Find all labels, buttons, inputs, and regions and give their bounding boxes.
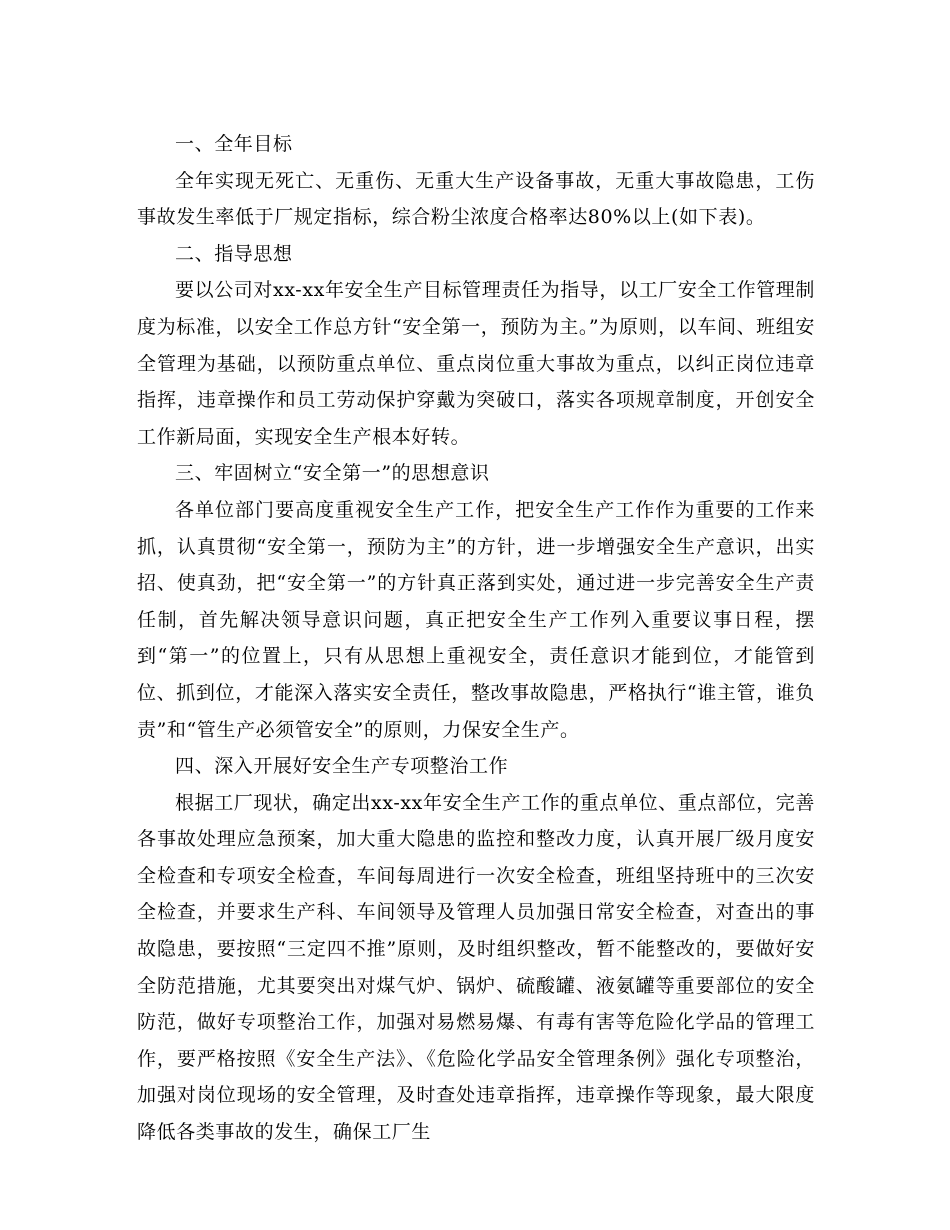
paragraph-special-rectification: 根据工厂现状，确定出xx-xx年安全生产工作的重点单位、重点部位，完善各事故处理应急预案，加大重大隐患的监控和整改力度，认真开展厂级月度安全检查和专项安全检查，车间每周进行一次安全检查，班组坚持班中的三次安全检查，并要求生产科、车间领导及管理人员加强日常安全检查，对查出的事故隐患，要按照“三定四不推”原则，及时组织整改，暂不能整改的，要做好安全防范措施，尤其要突出对煤气炉、锅炉、硫酸罐、液氨罐等重要部位的安全防范，做好专项整治工作，加强对易燃易爆、有毒有害等危险化学品的管理工作，要严格按照《安全生产法》、《危险化学品安全管理条例》强化专项整治，加强对岗位现场的安全管理，及时查处违章指挥，违章操作等现象，最大限度降低各类事故的发生，确保工厂生 <box>137 791 815 1144</box>
paragraph-guiding-ideology: 要以公司对xx-xx年安全生产目标管理责任为指导，以工厂安全工作管理制度为标准，以安全工作总方针“安全第一，预防为主。”为原则，以车间、班组安全管理为基础，以预防重点单位、重点岗位重大事故为重点，以纠正岗位违章指挥，违章操作和员工劳动保护穿戴为突破口，落实各项规章制度，开创安全工作新局面，实现安全生产根本好转。 <box>137 279 815 448</box>
section-heading-guiding-ideology: 二、指导思想 <box>175 242 293 265</box>
paragraph-safety-first-awareness: 各单位部门要高度重视安全生产工作，把安全生产工作作为重要的工作来抓，认真贯彻“安全第一，预防为主”的方针，进一步增强安全生产意识，出实招、使真劲，把“安全第一”的方针真正落到实处，通过进一步完善安全生产责任制，首先解决领导意识问题，真正把安全生产工作列入重要议事日程，摆到“第一”的位置上，只有从思想上重视安全，责任意识才能到位，才能管到位、抓到位，才能深入落实安全责任，整改事故隐患，严格执行“谁主管，谁负责”和“管生产必须管安全”的原则，力保安全生产。 <box>137 498 815 741</box>
section-heading-safety-first-awareness: 三、牢固树立“安全第一”的思想意识 <box>175 462 490 485</box>
section-heading-annual-goal: 一、全年目标 <box>175 133 293 155</box>
document-body <box>137 126 815 1151</box>
paragraph-annual-goal: 全年实现无死亡、无重伤、无重大生产设备事故，无重大事故隐患，工伤事故发生率低于厂规定指标，综合粉尘浓度合格率达80%以上(如下表)。 <box>137 169 815 229</box>
section-heading-special-rectification: 四、深入开展好安全生产专项整治工作 <box>175 755 509 778</box>
